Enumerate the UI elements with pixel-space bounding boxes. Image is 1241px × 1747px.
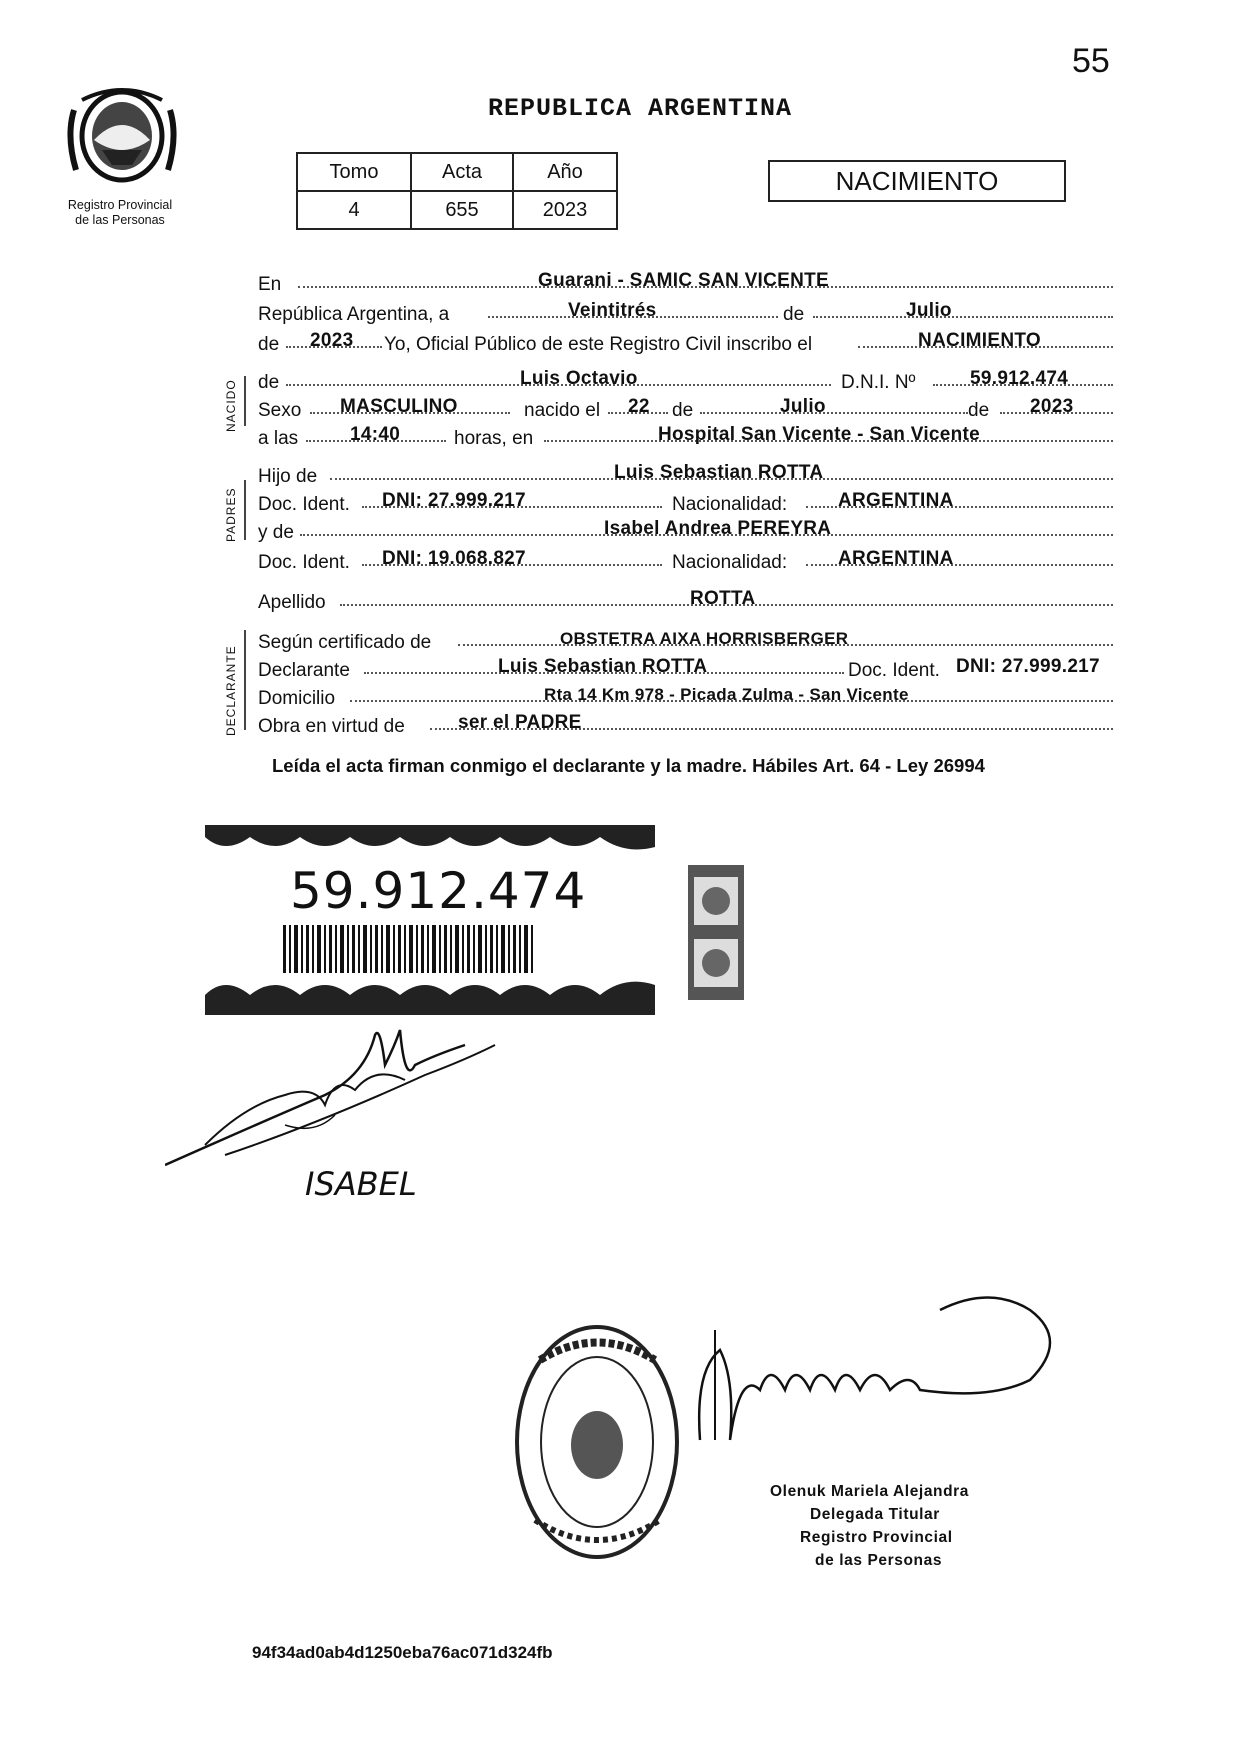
section-divider [244,480,246,540]
field-mes: Julio [906,300,952,321]
legal-text: Leída el acta firman conmigo el declarante y la madre. Hábiles Art. 64 - Ley 26994 [272,755,985,776]
row-apellido: Apellido ROTTA [258,590,1113,616]
row-certificado: Según certificado de OBSTETRA AIXA HORRISBERGER [258,630,1113,656]
qr-pattern [688,865,744,1000]
field-lugar: Guarani - SAMIC SAN VICENTE [538,270,830,291]
value-acta: 655 [411,191,513,229]
row-nombre: de Luis Octavio D.N.I. Nº 59.912.474 [258,370,1113,396]
declarant-signatures [165,1025,545,1210]
officer-org: Registro Provincial [800,1529,953,1546]
field-dia: Veintitrés [568,300,657,321]
field-obra: ser el PADRE [458,712,582,733]
field-declarante-doc: DNI: 27.999.217 [956,656,1100,677]
officer-org: de las Personas [815,1552,943,1569]
field-anio: 2023 [310,330,354,351]
row-padre-doc: Doc. Ident. DNI: 27.999.217 Nacionalidad: ARGENTINA [258,492,1113,518]
officer-name: Olenuk Mariela Alejandra [770,1483,970,1500]
mother-signature: ISABEL [305,1165,417,1203]
officer-signature [690,1290,1070,1450]
field-nac-mes: Julio [780,396,826,417]
header-tomo: Tomo [297,153,411,191]
field-dni: 59.912.474 [970,368,1069,389]
row-fecha: República Argentina, a Veintitrés de Julio [258,302,1113,328]
header-acta: Acta [411,153,513,191]
field-madre-nac: ARGENTINA [838,548,954,569]
field-nac-anio: 2023 [1030,396,1074,417]
field-padre-nac: ARGENTINA [838,490,954,511]
row-inscripcion: de 2023 Yo, Oficial Público de este Registro Civil inscribo el NACIMIENTO [258,332,1113,358]
row-hora: a las 14:40 horas, en Hospital San Vicente - San Vicente [258,426,1113,452]
security-barcode-block [205,825,655,1015]
province-seal-logo [62,80,182,192]
registry-label: Registro Provincial de las Personas [67,198,173,227]
row-padre: Hijo de Luis Sebastian ROTTA [258,464,1113,490]
field-apellido: ROTTA [690,588,756,609]
document-title: REPUBLICA ARGENTINA [488,94,793,123]
field-nombre: Luis Octavio [520,368,638,389]
value-tomo: 4 [297,191,411,229]
field-madre: Isabel Andrea PEREYRA [604,518,832,539]
row-sexo: Sexo MASCULINO nacido el 22 de Julio de 2023 [258,398,1113,424]
value-anio: 2023 [513,191,617,229]
field-nac-dia: 22 [628,396,650,417]
row-madre-doc: Doc. Ident. DNI: 19.068.827 Nacionalidad: ARGENTINA [258,550,1113,576]
document-hash: 94f34ad0ab4d1250eba76ac071d324fb [252,1643,553,1662]
section-divider [244,376,246,426]
field-declarante: Luis Sebastian ROTTA [498,656,708,677]
row-obra: Obra en virtud de ser el PADRE [258,714,1113,740]
row-madre: y de Isabel Andrea PEREYRA [258,520,1113,546]
section-nacido: NACIDO [224,379,238,432]
official-seal [510,1320,685,1565]
field-tipo: NACIMIENTO [918,330,1041,351]
field-hora: 14:40 [350,424,401,445]
field-padre: Luis Sebastian ROTTA [614,462,824,483]
officer-block [770,1480,969,1572]
officer-role: Delegada Titular [810,1506,940,1523]
field-certificado: OBSTETRA AIXA HORRISBERGER [560,629,849,648]
header-anio: Año [513,153,617,191]
section-padres: PADRES [224,487,238,542]
section-declarante: DECLARANTE [224,645,238,736]
section-divider [244,630,246,730]
registry-table [296,152,618,230]
row-lugar: En Guarani - SAMIC SAN VICENTE [258,272,1113,298]
dni-large-number: 59.912.474 [290,862,587,920]
page-number: 55 [1072,42,1110,80]
row-domicilio: Domicilio Rta 14 Km 978 - Picada Zulma - San Vicente [258,686,1113,712]
field-madre-doc: DNI: 19.068.827 [382,548,526,569]
act-type-box: NACIMIENTO [768,160,1066,202]
field-padre-doc: DNI: 27.999.217 [382,490,526,511]
row-declarante: Declarante Luis Sebastian ROTTA Doc. Ident. DNI: 27.999.217 [258,656,1100,681]
field-lugar-nacimiento: Hospital San Vicente - San Vicente [658,424,981,445]
field-sexo: MASCULINO [340,396,458,417]
field-domicilio: Rta 14 Km 978 - Picada Zulma - San Vicente [544,685,909,704]
